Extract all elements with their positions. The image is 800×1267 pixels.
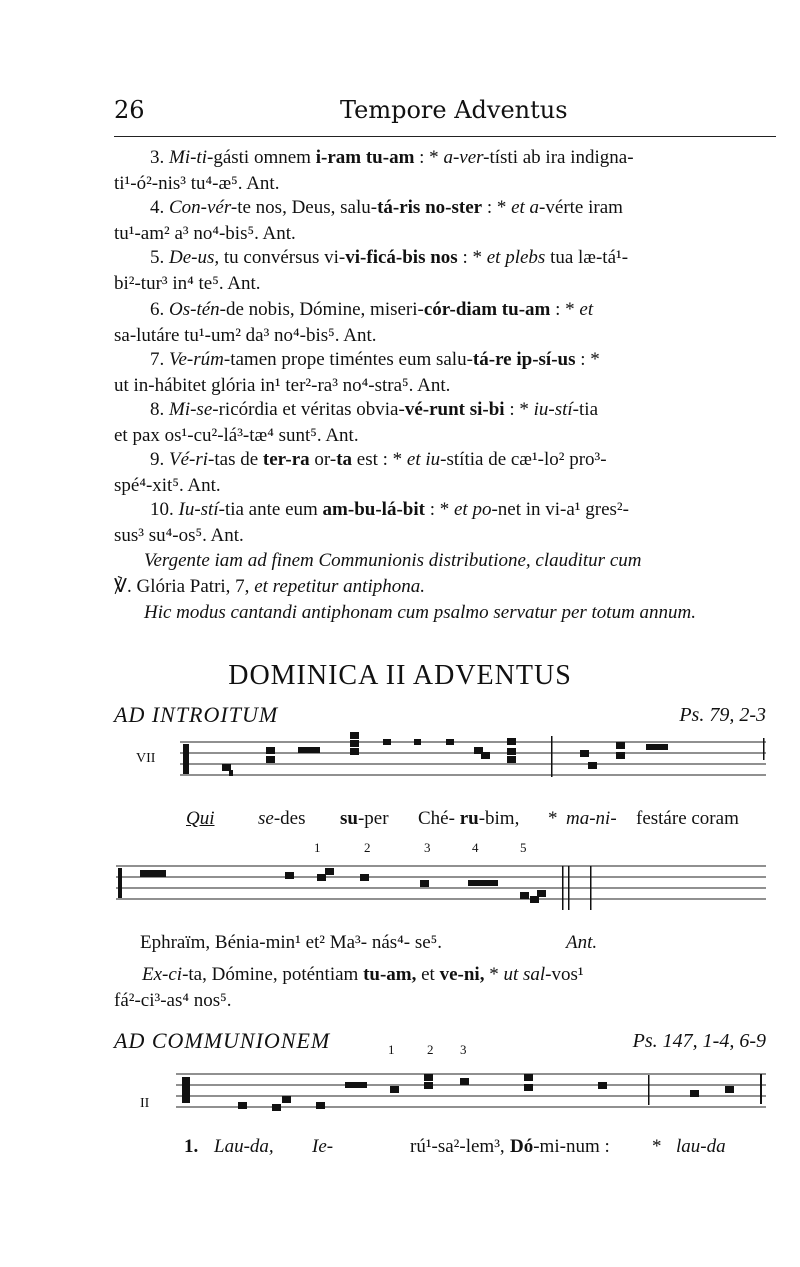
rubric-mode: Hic modus cantandi antiphonam cum psalmo servatur per totum annum. xyxy=(144,602,697,623)
neume-note xyxy=(272,1104,281,1111)
psalm-verse: 5. De-us, tu convérsus vi-vi-ficá-bis nos : * et plebs tua læ-tá¹- bi²-tur³ in⁴ te⁵. Ant. xyxy=(114,247,629,294)
communion-ref: Ps. 147, 1-4, 6-9 xyxy=(632,1030,766,1052)
neume-note xyxy=(140,870,166,877)
neume-note xyxy=(507,748,516,755)
neume-note xyxy=(530,896,539,903)
communion-mode: II xyxy=(140,1096,150,1111)
bar-line xyxy=(562,866,564,910)
introit-lyric-1: Qui xyxy=(186,808,215,829)
introit-lyric-7: festáre coram xyxy=(636,808,739,829)
introit-ant: Ant. xyxy=(566,932,598,953)
neume-note xyxy=(537,890,546,897)
neume-note xyxy=(350,748,359,755)
neume-note xyxy=(317,874,326,881)
introit-lyric-2: se-des xyxy=(258,808,306,829)
rubric-end: et repetitur antiphona. xyxy=(249,576,425,597)
neume-note xyxy=(414,739,421,745)
neume-note xyxy=(285,872,294,879)
neume-note xyxy=(325,868,334,875)
neume-note xyxy=(446,739,454,745)
tone-number-3: 3 xyxy=(424,840,431,855)
neume-note xyxy=(598,1082,607,1089)
comm-lyric-6: * xyxy=(652,1136,662,1157)
neume-note xyxy=(420,880,429,887)
psalm-verse: 6. Os-tén-de nobis, Dómine, miseri-cór-diam tu-am : * et sa-lutáre tu¹-um² da³ no⁴-bis⁵. Ant. xyxy=(114,299,594,346)
psalm-verse: 7. Ve-rúm-tamen prope timéntes eum salu-tá-re ip-sí-us : * ut in-hábitet glória in¹ ter²-ra³ no⁴-stra⁵. Ant. xyxy=(114,349,600,396)
bar-line xyxy=(763,738,765,760)
page-title: DOMINICA II ADVENTUS xyxy=(228,660,572,691)
neume-note xyxy=(360,874,369,881)
neume-note xyxy=(345,1082,367,1088)
bar-line xyxy=(551,736,553,777)
neume-note xyxy=(222,764,231,771)
bar-line xyxy=(590,866,592,910)
neume-note xyxy=(424,1074,433,1081)
page-number: 26 xyxy=(114,96,145,124)
neume-note xyxy=(690,1090,699,1097)
comm-lyric-2: Lau-da, xyxy=(214,1136,274,1157)
rubric-line: Vergente iam ad finem Communionis distributione, clauditur cum xyxy=(144,550,642,571)
neume-note xyxy=(616,752,625,759)
communion-label: AD COMMUNIONEM xyxy=(114,1028,331,1053)
neume-note xyxy=(118,868,122,898)
neume-note xyxy=(350,732,359,739)
versicle-sign: ℣. xyxy=(114,576,137,597)
neume-note xyxy=(507,756,516,763)
comm-lyric-5: Dó-mi-num : xyxy=(510,1136,610,1157)
tone-number-2: 2 xyxy=(364,840,371,855)
neume-note xyxy=(229,770,233,776)
neume-note xyxy=(648,1075,650,1105)
neume-note xyxy=(524,1084,533,1091)
psalm-verse: 4. Con-vér-te nos, Deus, salu-tá-ris no-ster : * et a-vérte iram tu¹-am² a³ no⁴-bis⁵. Ant. xyxy=(114,197,623,244)
neume-note xyxy=(481,752,490,759)
introit-label: AD INTROITUM xyxy=(114,702,279,727)
neume-note xyxy=(390,1086,399,1093)
neume-note xyxy=(616,742,625,749)
tone-number-4: 4 xyxy=(472,840,479,855)
neume-note xyxy=(183,744,189,774)
neume-note xyxy=(725,1086,734,1093)
introit-lyric-5: * xyxy=(548,808,558,829)
introit-ref: Ps. 79, 2-3 xyxy=(679,704,766,726)
introit-lyric-4: Ché- ru-bim, xyxy=(418,808,520,829)
gloria-patri: Glória Patri, 7, xyxy=(136,576,250,597)
psalm-verse: 10. Iu-stí-tia ante eum am-bu-lá-bit : * et po-net in vi-a¹ gres²- sus³ su⁴-os⁵. Ant. xyxy=(114,499,629,546)
neumes xyxy=(118,732,765,1111)
neume-note xyxy=(646,744,668,750)
neume-note xyxy=(350,740,359,747)
neume-note xyxy=(507,738,516,745)
neume-note xyxy=(383,739,391,745)
psalm-verse: 9. Vé-ri-tas de ter-ra or-ta est : * et iu-stítia de cæ¹-lo² pro³- spé⁴-xit⁵. Ant. xyxy=(114,449,607,496)
neume-note xyxy=(760,1074,762,1104)
psalm-verse: 3. Mi-ti-gásti omnem i-ram tu-am : * a-ver-tísti ab ira indigna- ti¹-ó²-nis³ tu⁴-æ⁵. Ant. xyxy=(114,147,634,194)
comm-lyric-1: 1. xyxy=(184,1136,199,1157)
neume-note xyxy=(182,1077,190,1103)
neume-note xyxy=(460,1078,469,1085)
neume-note xyxy=(282,1096,291,1103)
neume-note xyxy=(520,892,529,899)
neume-note xyxy=(424,1082,433,1089)
neume-note xyxy=(266,756,275,763)
introit-mode: VII xyxy=(136,751,156,766)
tone-number-1: 1 xyxy=(314,840,321,855)
comm-lyric-4: rú¹-sa²-lem³, xyxy=(410,1136,505,1157)
comm-number-3: 3 xyxy=(460,1042,467,1057)
neume-note xyxy=(588,762,597,769)
neume-note xyxy=(298,747,320,753)
introit-lyric-6: ma-ni- xyxy=(566,808,617,829)
introit-lyric-line2: Ephraïm, Bénia-min¹ et² Ma³- nás⁴- se⁵. xyxy=(140,932,443,953)
comm-number-1: 1 xyxy=(388,1042,395,1057)
neume-note xyxy=(238,1102,247,1109)
bar-line xyxy=(568,866,570,910)
running-title: Tempore Adventus xyxy=(340,96,568,124)
introit-psalm-verse: Ex-ci-ta, Dómine, poténtiam tu-am, et ve-ni, * ut sal-vos¹ fá²-ci³-as⁴ nos⁵. xyxy=(114,964,584,1011)
neume-note xyxy=(266,747,275,754)
comm-lyric-7: lau-da xyxy=(676,1136,726,1157)
comm-number-2: 2 xyxy=(427,1042,434,1057)
psalm-verse: 8. Mi-se-ricórdia et véritas obvia-vé-runt si-bi : * iu-stí-tia et pax os¹-cu²-lá³-tæ⁴ sunt⁵. Ant. xyxy=(114,399,599,446)
neume-note xyxy=(316,1102,325,1109)
tone-number-5: 5 xyxy=(520,840,527,855)
neume-note xyxy=(580,750,589,757)
comm-lyric-3: Ie- xyxy=(312,1136,334,1157)
neume-note xyxy=(524,1074,533,1081)
introit-lyric-3: su-per xyxy=(340,808,389,829)
neume-note xyxy=(468,880,498,886)
